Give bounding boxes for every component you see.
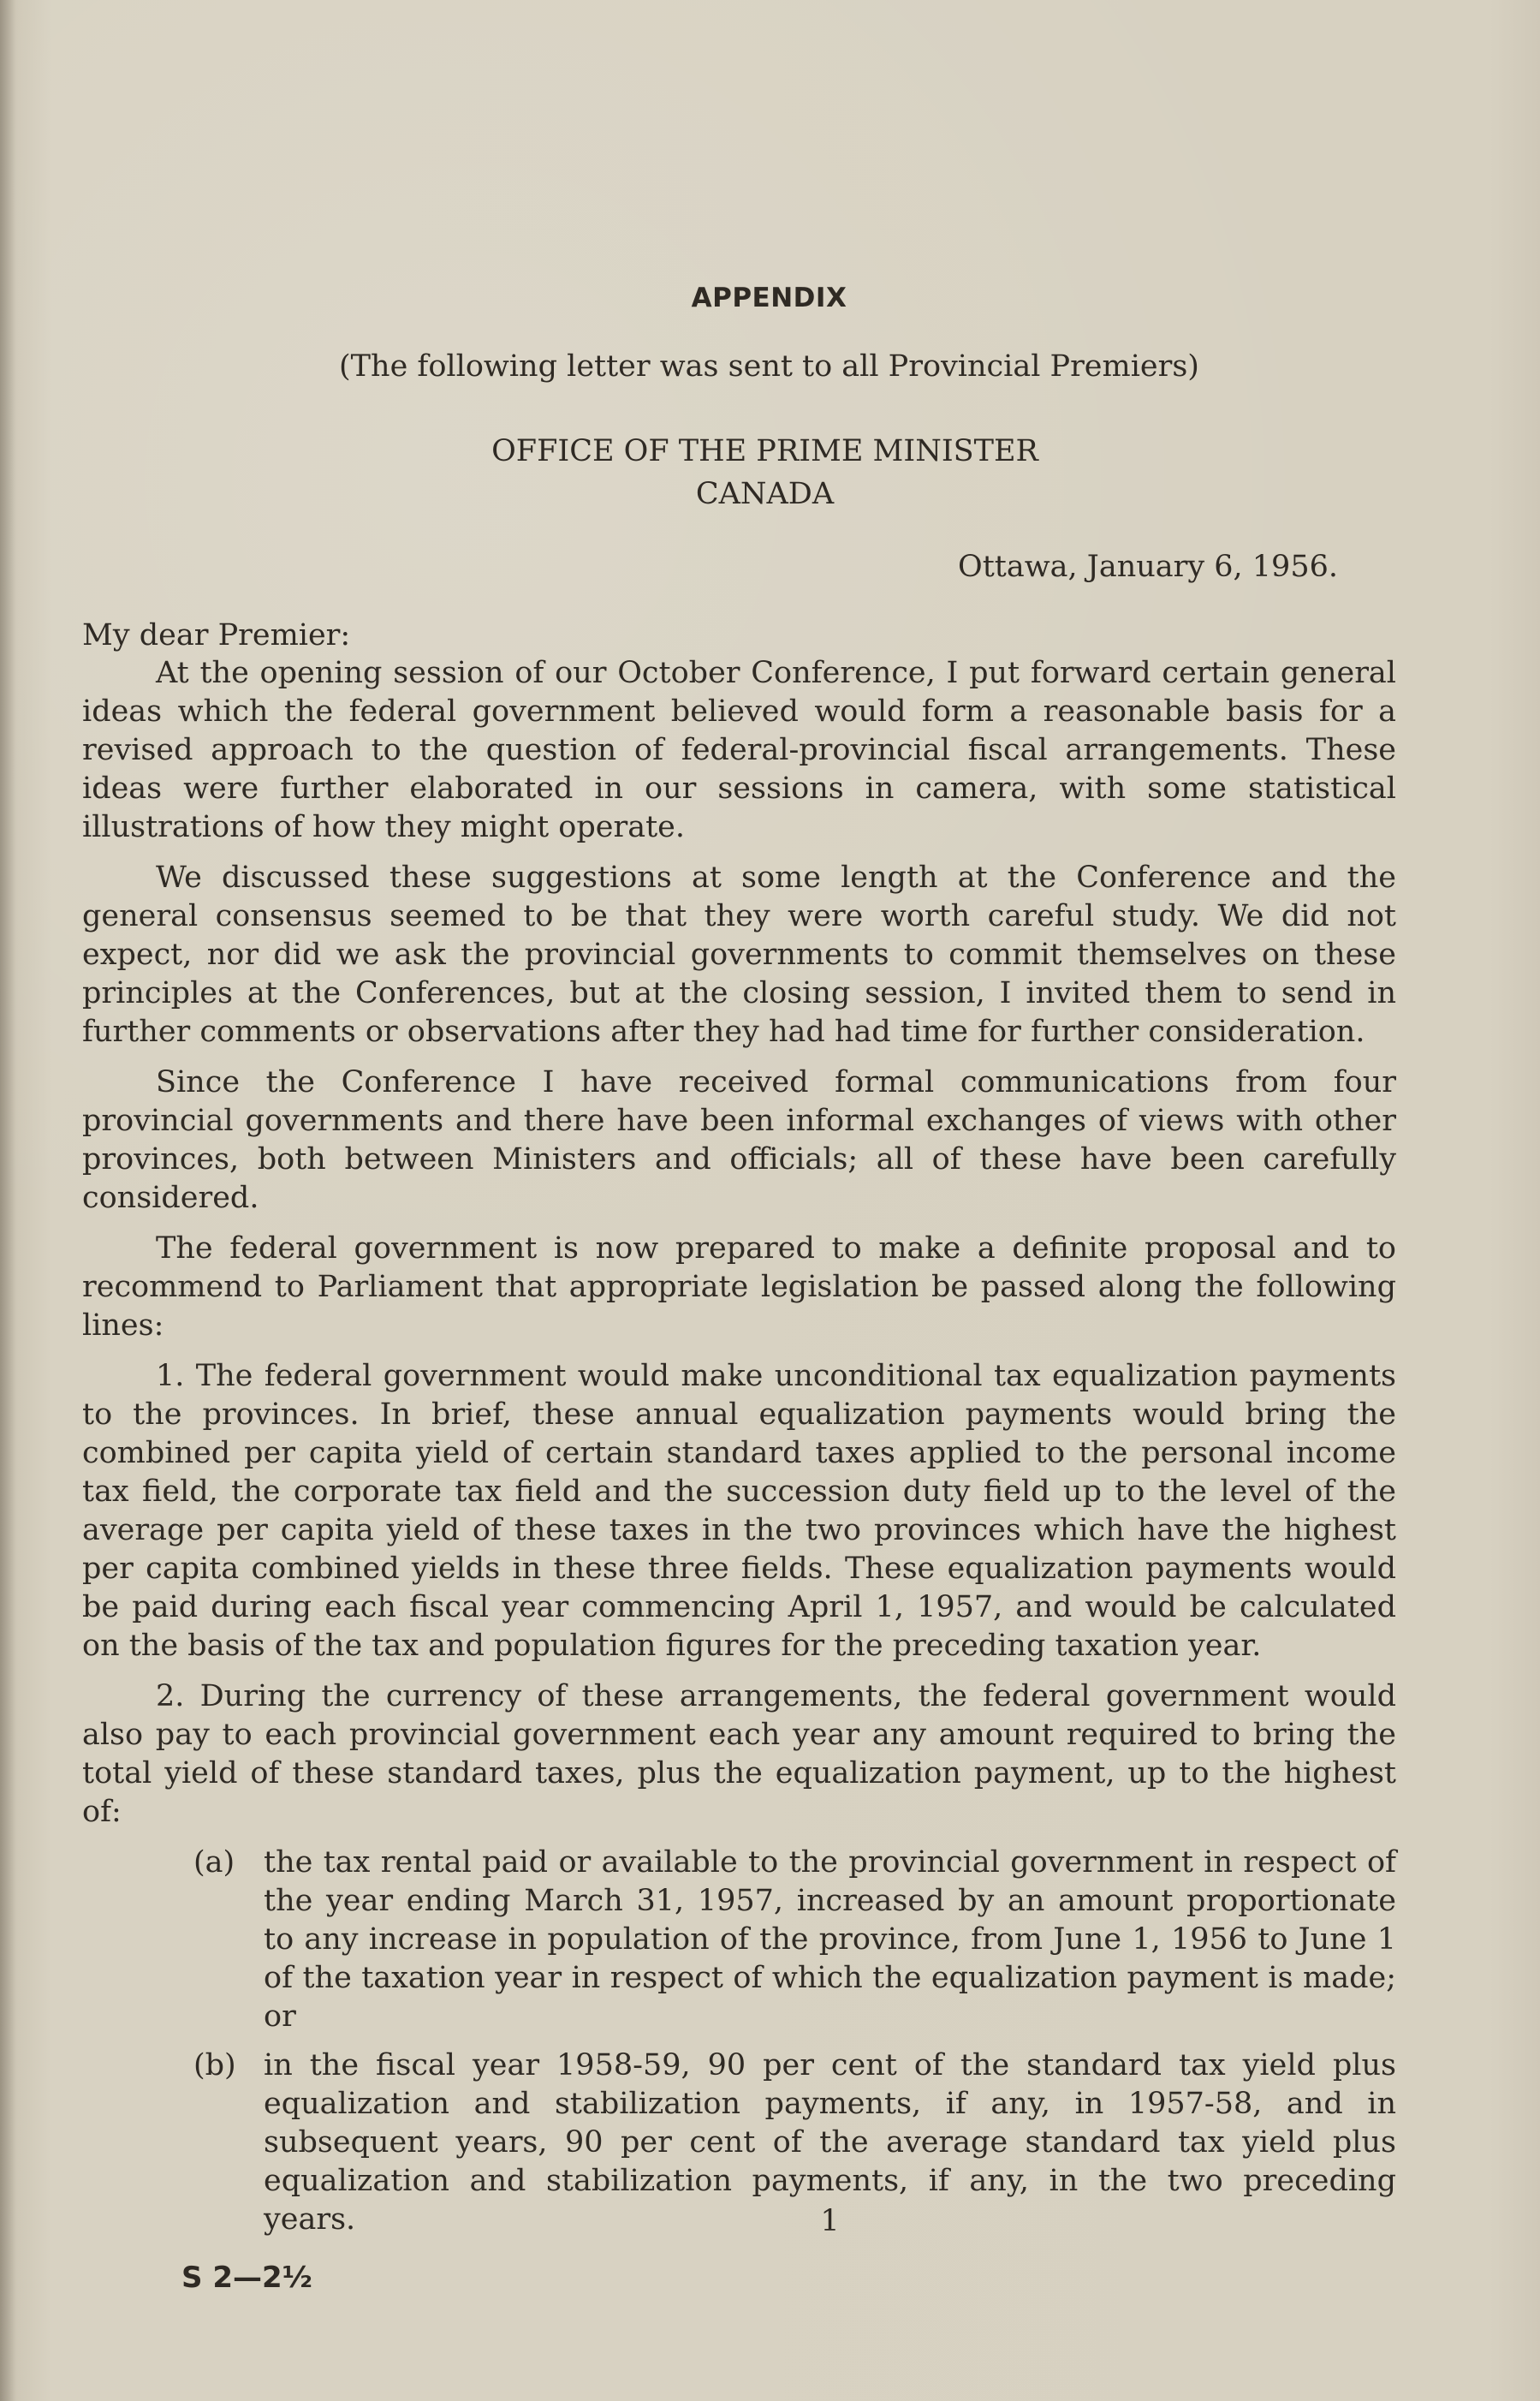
paragraph-5: 1. The federal government would make unconditional tax equalization payments to the provinces. In brief, these annual equalization payments would bring the combined per capita yield of certain standard taxes applied to the personal income tax field, the corporate tax field and the succession duty field up to the level of the average per capita yield of these taxes in the two provinces which have the highest per capita combined yields in these three fields. These equalization payments would be paid during each fiscal year commencing April 1, 1957, and would be calculated on the basis of the tax and population figures for the preceding taxation year. (82, 1359, 1396, 1663)
subitem-text-b: in the fiscal year 1958-59, 90 per cent of the standard tax yield plus equalization and stabilization payments, if any, in 1957-58, and in subsequent years, 90 per cent of the average standard tax yield plus equalization and stabilization payments, if any, in the two preceding years. (264, 2048, 1396, 2237)
paragraph-3: Since the Conference I have received formal communications from four provincial governments and there have been informal exchanges of views with other provinces, both between Ministers and officials; all of these have been carefully considered. (82, 1065, 1396, 1215)
paragraph-1: At the opening session of our October Conference, I put forward certain general ideas which the federal government believed would form a reasonable basis for a revised approach to the question of federal-provincial fiscal arrangements. These ideas were further elaborated in our sessions in camera, with some statistical illustrations of how they might operate. (82, 656, 1396, 844)
subitem-text-a: the tax rental paid or available to the provincial government in respect of the year ending March 31, 1957, increased by an amount proportionate to any increase in population of the province, from June 1, 1956 to June 1 of the taxation year in respect of which the equalization payment is made; or (264, 1845, 1396, 2034)
office-block (134, 430, 1396, 515)
subitem-label-b: (b) (193, 2048, 236, 2082)
page-number: 1 (820, 2204, 840, 2238)
document-content (82, 257, 1396, 2249)
paragraph-4: The federal government is now prepared to make a definite proposal and to recommend to Parliament that appropriate legislation be passed along the following lines: (82, 1231, 1396, 1343)
subitem-label-a: (a) (193, 1845, 235, 1880)
office-line-2: CANADA (695, 477, 835, 511)
signature-mark: S 2—2½ (181, 2261, 312, 2295)
paragraph-6: 2. During the currency of these arrangements, the federal government would also pay to each provincial government each year any amount required to bring the total yield of these standard taxes, plus the equalization payment, up to the highest of: (82, 1679, 1396, 1829)
subitem-a (193, 1844, 1396, 2036)
letter-note: (The following letter was sent to all Provincial Premiers) (339, 349, 1199, 384)
appendix-heading: APPENDIX (691, 283, 847, 313)
office-line-1: OFFICE OF THE PRIME MINISTER (491, 434, 1038, 468)
salutation: My dear Premier: (82, 618, 351, 652)
paragraph-2: We discussed these suggestions at some length at the Conference and the general consensus seemed to be that they were worth careful study. We did not expect, nor did we ask the provincial governments to commit themselves on these principles at the Conferences, but at the closing session, I invited them to send in further comments or observations after they had had time for further consideration. (82, 861, 1396, 1049)
dateline: Ottawa, January 6, 1956. (958, 550, 1338, 584)
page-edge-shadow (0, 0, 15, 2401)
